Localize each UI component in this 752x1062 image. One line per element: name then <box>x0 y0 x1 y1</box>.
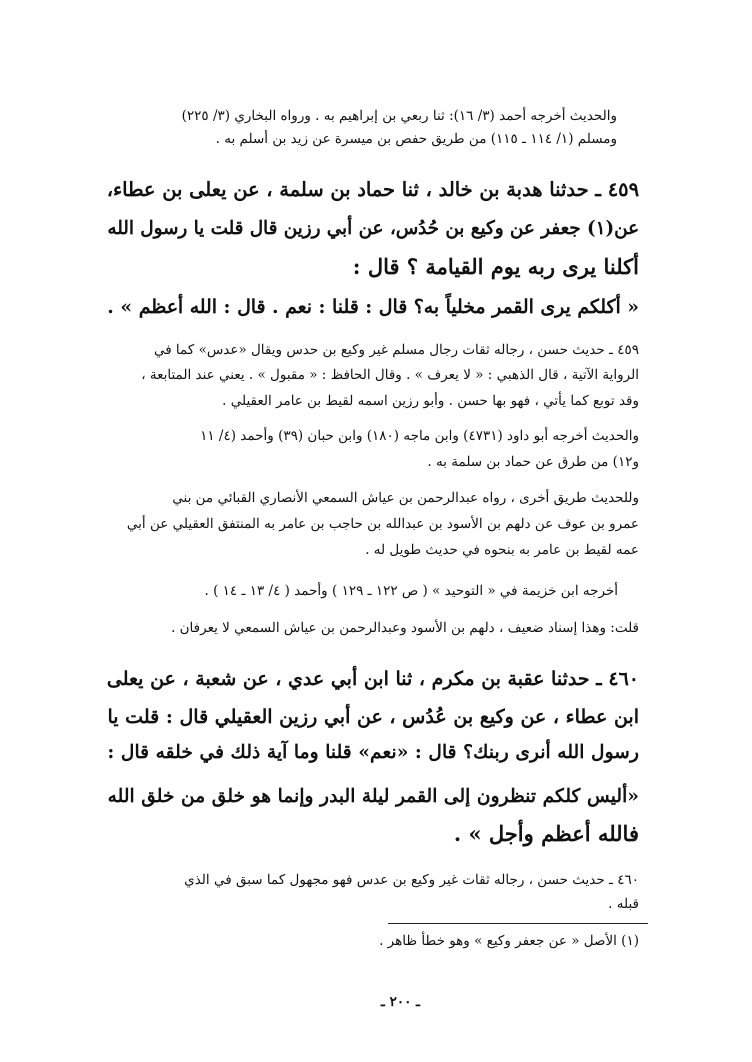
footnote-separator <box>388 923 648 924</box>
hadith-460-line: ٤٦٠ ـ حدثنا عقبة بن مكرم ، ثنا ابن أبي عدي ، عن شعبة ، عن يعلى <box>106 668 639 690</box>
hadith-459-line: ٤٥٩ ـ حدثنا هدبة بن خالد ، ثنا حماد بن سلمة ، عن يعلى بن عطاء، <box>106 178 639 201</box>
hadith-460-matn: «أليس كلكم تنظرون إلى القمر ليلة البدر وإنما هو خلق من خلق الله <box>107 785 639 807</box>
page-number: ـ ٢٠٠ ـ <box>380 994 420 1010</box>
hadith-460-matn: فالله أعظم وأجل » . <box>453 821 639 846</box>
text-line: والحديث أخرجه أحمد (٣/ ١٦): ثنا ربعي بن إبراهيم به . ورواه البخاري (٣/ ٢٢٥) <box>181 108 617 124</box>
commentary-line: عمه لقيط بن عامر به بنحوه في حديث طويل له . <box>365 542 639 558</box>
footnote: (١) الأصل « عن جعفر وكيع » وهو خطأ ظاهر . <box>379 933 639 949</box>
commentary-line: ٤٥٩ ـ حديث حسن ، رجاله ثقات رجال مسلم غير وكيع بن حدس ويقال «عدس» كما في <box>153 342 639 358</box>
hadith-459-line: أكلنا يرى ربه يوم القيامة ؟ قال : <box>352 254 639 279</box>
commentary-line: ٤٦٠ ـ حديث حسن ، رجاله ثقات غير وكيع بن عدس فهو مجهول كما سبق في الذي <box>184 872 639 888</box>
hadith-459-line: عن(١) جعفر عن وكيع بن حُدُس، عن أبي رزين قال قلت يا رسول الله <box>107 218 639 239</box>
commentary-line: و١٢) من طرق عن حماد بن سلمة به . <box>427 454 639 470</box>
hadith-460-line: رسول الله أنرى ربنك؟ قال : «نعم» قلنا وما آية ذلك في خلقه قال : <box>107 741 639 763</box>
commentary-line: والحديث أخرجه أبو داود (٤٧٣١) وابن ماجه (١٨٠) وابن حبان (٣٩) وأحمد (٤/ ١١ <box>200 428 639 444</box>
commentary-line: وقد توبع كما يأتي ، فهو بها حسن . وأبو رزين اسمه لقيط بن عامر العقيلي . <box>222 393 639 409</box>
commentary-line: عمرو بن عوف عن دلهم بن الأسود بن عبدالله بن حاجب بن عامر به المنتفق العقيلي عن أبي <box>126 516 639 532</box>
commentary-line: وللحديث طريق أخرى ، رواه عبدالرحمن بن عياش السمعي الأنصاري القبائي من بني <box>172 490 639 506</box>
hadith-460-line: ابن عطاء ، عن وكيع بن عُدُس ، عن أبي رزين العقيلي قال : قلت يا <box>107 706 639 728</box>
commentary-line: قبله . <box>608 896 639 912</box>
hadith-459-matn: « أكلكم يرى القمر مخلياً به؟ قال : قلنا : نعم . قال : الله أعظم » . <box>107 296 639 318</box>
commentary-line: قلت: وهذا إسناد ضعيف ، دلهم بن الأسود وعبدالرحمن بن عياش السمعي لا يعرفان . <box>171 620 639 636</box>
text-line: ومسلم (١/ ١١٤ ـ ١١٥) من طريق حفص بن ميسرة عن زيد بن أسلم به . <box>215 131 617 147</box>
commentary-line: أخرجه ابن خزيمة في « التوحيد » ( ص ١٢٢ ـ ١٢٩ ) وأحمد ( ٤/ ١٣ ـ ١٤ ) . <box>204 583 618 599</box>
commentary-line: الرواية الآتية ، قال الذهبي : « لا يعرف » . وقال الحافظ : « مقبول » . يعني عند المتابعة ، <box>141 367 639 383</box>
